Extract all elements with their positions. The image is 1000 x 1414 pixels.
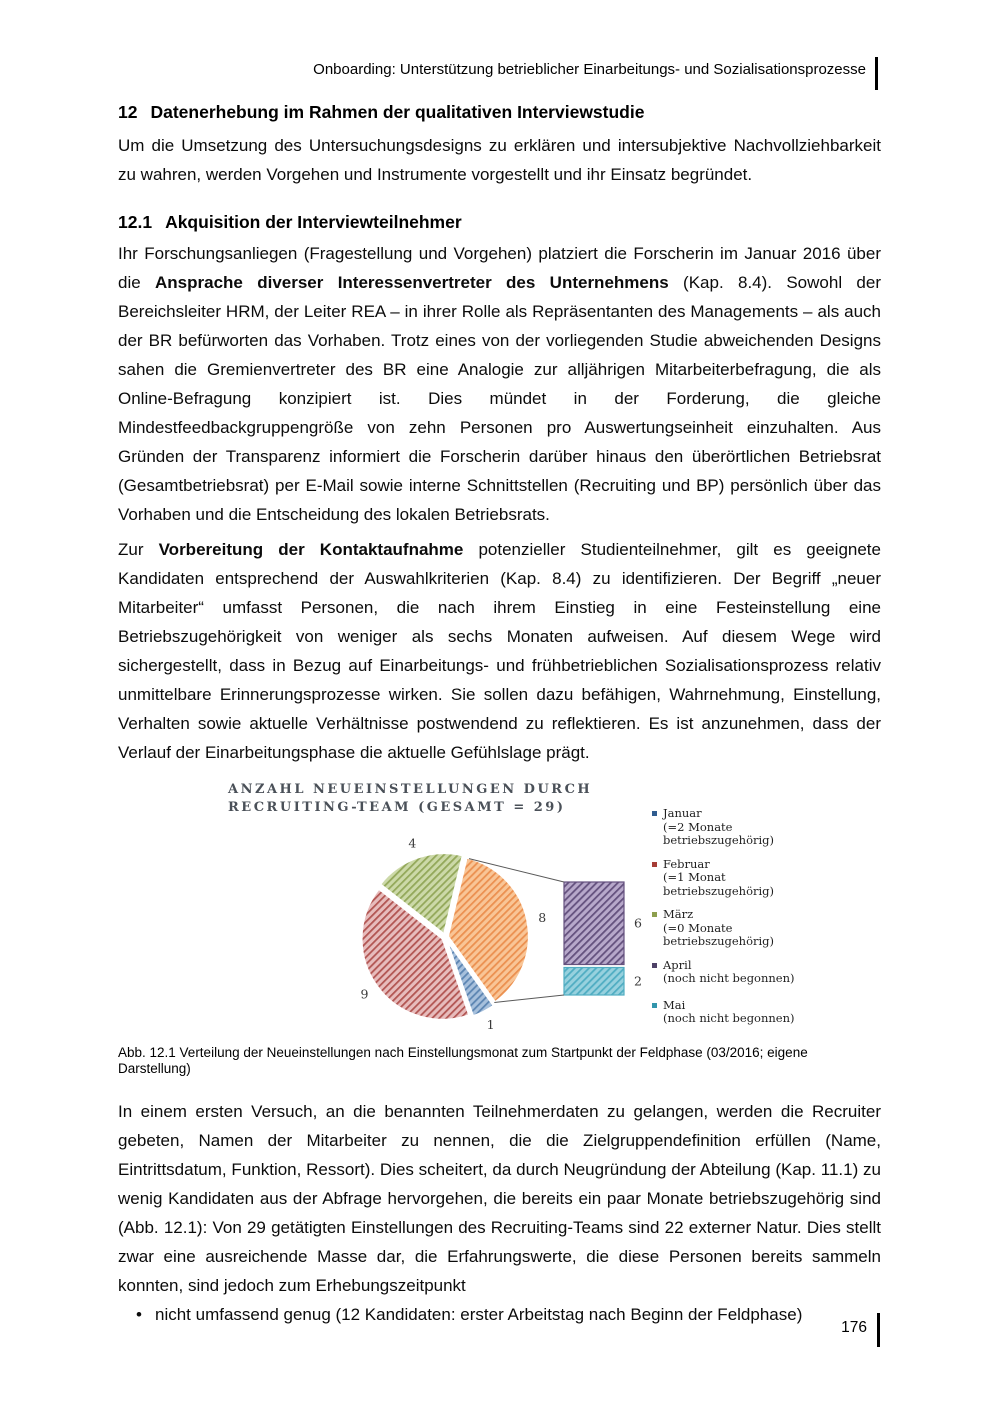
legend-marker-icon: [652, 811, 657, 816]
text-run: Um die Umsetzung des Untersuchungsdesigns zu erklären und intersubjektive Nachvollziehbarkeit zu wahren, werden Vorgehen und Instrumente vorgestellt und ihr Einsatz begründet.: [118, 136, 881, 184]
legend-marker-icon: [652, 1003, 657, 1008]
legend-text: April (noch nicht begonnen): [663, 957, 795, 985]
legend-text: März (=0 Monate betriebszugehörig): [663, 907, 775, 948]
text-run: potenzieller Studienteilnehmer, gilt es geeignete Kandidaten entsprechend der Auswahlkriterien (Kap. 8.4) zu identifizieren. Der Begriff „neuer Mitarbeiter“ umfasst Personen, die nach ihrem Einstieg in eine Festeinstellung eine Betriebszugehörigkeit von weniger als sechs Monaten aufweisen. Auf diesem Wege wird sichergestellt, dass in Bezug auf Einarbeitungs- und frühbetrieblichen Sozialisationsprozess relativ unmittelbare Erinnerungsprozesse wirken. Sie sollen dazu befähigen, Wahrnehmung, Einstellung, Verhalten sowie aktuelle Verhältnisse postwendend zu reflektieren. Es ist anzunehmen, dass der Verlauf der Einarbeitungsphase die aktuelle Gefühlslage prägt.: [118, 540, 881, 762]
text-run: Zur: [118, 540, 159, 559]
subsection-number: 12.1: [118, 212, 153, 232]
legend-marker-icon: [652, 912, 657, 917]
running-header-text: Onboarding: Unterstützung betrieblicher Einarbeitungs- und Sozialisationsprozesse: [313, 61, 866, 78]
subsection-title: Akquisition der Interviewteilnehmer: [165, 212, 462, 232]
running-header: [313, 57, 878, 90]
page-content: [118, 100, 881, 1329]
pie-bar-chart: [190, 779, 660, 1037]
bold-text-run: Ansprache diverser Interessenvertreter des Unternehmens: [155, 273, 669, 292]
page-number: 176: [841, 1319, 867, 1336]
chart-title-line1: ANZAHL NEUEINSTELLUNGEN DURCH: [228, 782, 593, 797]
page-footer: [841, 1313, 880, 1347]
bullet-item: • nicht umfassend genug (12 Kandidaten: erster Arbeitstag nach Beginn der Feldphase): [118, 1300, 881, 1329]
text-run: Ihr Forschungsanliegen (Fragestellung und Vorgehen) platziert die Forscherin im Januar 2016 über die: [118, 244, 881, 292]
pie-data-label: 8: [538, 910, 547, 925]
legend-marker-icon: [652, 862, 657, 867]
paragraph-attempt: [118, 1097, 881, 1300]
section-heading: [118, 100, 881, 124]
legend-item-märz: [652, 908, 862, 949]
header-rule: [875, 57, 878, 90]
bar-data-label: 2: [634, 973, 642, 989]
section-title: Datenerhebung im Rahmen der qualitativen Interviewstudie: [150, 102, 645, 122]
paragraph-preparation: [118, 535, 881, 767]
paragraph-intro: [118, 131, 881, 189]
pie-data-label: 1: [486, 1016, 495, 1032]
bar-data-label: 6: [634, 915, 642, 931]
text-run: In einem ersten Versuch, an die benannten Teilnehmerdaten zu gelangen, werden die Recruiter gebeten, Namen der Mitarbeiter zu nennen, die die Zielgruppendefinition erfüllen (Name, Eintrittsdatum, Funktion, Ressort). Dies scheitert, da durch Neugründung der Abteilung (Kap. 11.1) zu wenig Kandidaten aus der Abfrage hervorgehen, die bereits ein paar Monate betriebszugehörig sind (Abb. 12.1): Von 29 getätigten Einstellungen des Recruiting-Teams sind 22 externer Natur. Dies stellt zwar eine ausreichende Masse dar, die Erfahrungswerte, die diese Personen bereits sammeln konnten, sind jedoch zum Erhebungszeitpunkt: [118, 1102, 881, 1295]
bold-text-run: Vorbereitung der Kontaktaufnahme: [158, 540, 464, 559]
bullet-list: [118, 1300, 881, 1329]
pie-data-label: 4: [408, 835, 417, 851]
chart-title-line2: RECRUITING-TEAM (GESAMT = 29): [228, 800, 566, 815]
legend-item-april: [652, 959, 862, 986]
subsection-heading: [118, 210, 881, 234]
section-number: 12: [118, 102, 138, 122]
bar-segment-mai: [564, 968, 624, 996]
legend-text: Februar (=1 Monat betriebszugehörig): [663, 856, 775, 898]
legend-item-mai: [652, 999, 862, 1026]
text-run: (Kap. 8.4). Sowohl der Bereichsleiter HRM, der Leiter REA – in ihrer Rolle als Repräsentanten des Managements – als auch der BR befürworten das Vorhaben. Trotz eines von der vorliegenden Studie abweichenden Designs sahen die Gremienvertreter des BR eine Analogie zur alljährigen Mitarbeiterbefragung, die als Online-Befragung konzipiert ist. Dies mündet in der Forderung, die gleiche Mindestfeedbackgruppengröße von zehn Personen pro Auswertungseinheit einzuhalten. Aus Gründen der Transparenz informiert die Forscherin darüber hinaus den überörtlichen Betriebsrat (Gesamtbetriebsrat) per E-Mail sowie interne Schnittstellen (Recruiting und BP) persönlich über das Vorhaben und die Entscheidung des lokalen Betriebsrats.: [118, 273, 881, 524]
legend-text: Januar (=2 Monate betriebszugehörig): [663, 806, 775, 847]
legend-text: Mai (noch nicht begonnen): [663, 997, 795, 1025]
figure-chart: [190, 779, 880, 1037]
pie-data-label: 9: [360, 986, 369, 1002]
bar-segment-april: [564, 882, 624, 965]
paragraph-acquisition: [118, 239, 881, 529]
legend-item-februar: [652, 858, 862, 899]
figure-caption: Abb. 12.1 Verteilung der Neueinstellungen nach Einstellungsmonat zum Startpunkt der Feldphase (03/2016; eigene Darstellung): [118, 1045, 808, 1076]
legend-item-januar: [652, 807, 862, 848]
footer-rule: [877, 1313, 880, 1347]
legend-marker-icon: [652, 963, 657, 968]
chart-legend: [652, 807, 862, 1036]
connector-line: [494, 995, 564, 1003]
